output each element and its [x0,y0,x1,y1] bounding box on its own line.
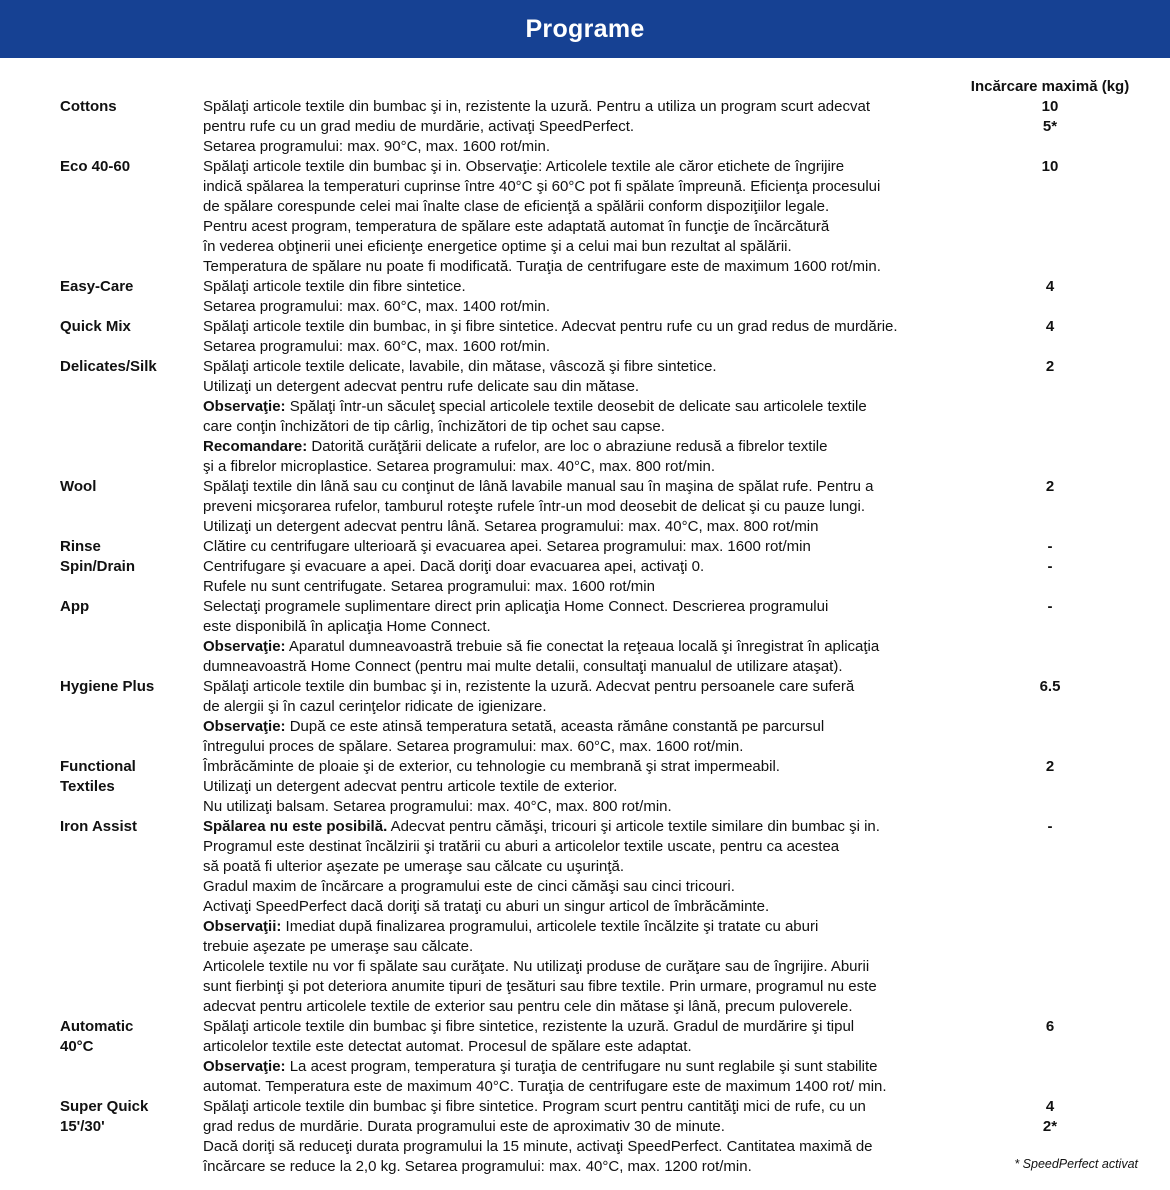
description-line [203,437,965,457]
description-line: dumneavoastră Home Connect (pentru mai multe detalii, consultaţi manualul de utilizare ataşat). [203,658,843,675]
program-description [203,817,965,1017]
program-name [60,477,203,537]
description-line: Spălaţi articole textile din bumbac şi in, rezistente la uzură. Pentru a utiliza un program scurt adecvat [203,98,871,115]
program-name [60,97,203,157]
program-row [60,157,1135,277]
program-row [60,1017,1135,1097]
max-load-value: 10 [1041,98,1059,115]
program-row [60,1097,1135,1177]
max-load-values [965,557,1135,597]
description-line: Articolele textile nu vor fi spălate sau curăţate. Nu utilizaţi produse de curăţare sau de îngrijire. Aburii [203,958,870,975]
program-name-line: Eco 40-60 [60,158,131,175]
description-bold-segment: Observaţie: [203,398,286,415]
program-name [60,677,203,757]
description-line: Selectaţi programele suplimentare direct prin aplicaţia Home Connect. Descrierea programului [203,598,829,615]
program-row [60,817,1135,1017]
max-load-values [965,817,1135,1017]
program-description [203,277,965,317]
program-name [60,537,203,557]
description-line: Setarea programului: max. 60°C, max. 1600 rot/min. [203,338,550,355]
description-segment: La acest program, temperatura şi turaţia de centrifugare nu sunt reglabile şi sunt stabilite [285,1058,878,1075]
description-segment: Spălaţi într-un săculeţ special articolele textile deosebit de delicate sau articolele textile [285,398,867,415]
description-segment: După ce este atinsă temperatura setată, aceasta rămâne constantă pe parcursul [285,718,825,735]
program-name-line: Rinse [60,538,101,555]
description-line: Setarea programului: max. 60°C, max. 1400 rot/min. [203,298,550,315]
program-name-line: 40°C [60,1038,94,1055]
program-row [60,537,1135,557]
description-line [203,1057,965,1077]
program-name-line: Automatic [60,1018,134,1035]
description-line: de spălare corespunde celei mai înalte clase de eficienţă a spălării conform dispoziţiilor legale. [203,198,830,215]
description-segment: Aparatul dumneavoastră trebuie să fie conectat la reţeaua locală şi înregistrat în aplicaţia [285,638,880,655]
program-description [203,597,965,677]
description-line: preveni micşorarea rufelor, tamburul roteşte rufele într-un mod deosebit de delicat şi cu pauze lungi. [203,498,866,515]
description-line: întregului proces de spălare. Setarea programului: max. 60°C, max. 1600 rot/min. [203,738,744,755]
max-load-values [965,477,1135,537]
program-description [203,557,965,597]
program-description [203,97,965,157]
speedperfect-footnote: * SpeedPerfect activat [1014,1157,1138,1171]
max-load-value: 5* [1042,118,1058,135]
description-line: să poată fi ulterior aşezate pe umeraşe sau călcate cu uşurinţă. [203,858,625,875]
program-name-line: Wool [60,478,97,495]
program-row [60,97,1135,157]
program-name [60,557,203,597]
description-bold-segment: Observaţie: [203,638,286,655]
load-column-header: Incărcare maximă (kg) [970,78,1130,95]
program-row [60,477,1135,537]
program-description [203,1017,965,1097]
max-load-values [965,597,1135,677]
program-name [60,1097,203,1177]
description-line: pentru rufe cu un grad mediu de murdărie, activaţi SpeedPerfect. [203,118,635,135]
max-load-value: 6.5 [1039,678,1061,695]
description-line: Spălaţi articole textile din bumbac şi fibre sintetice. Program scurt pentru cantităţi mici de rufe, cu un [203,1098,866,1115]
program-description [203,157,965,277]
description-line: încărcare se reduce la 2,0 kg. Setarea programului: max. 40°C, max. 1200 rot/min. [203,1158,752,1175]
description-line: Utilizaţi un detergent adecvat pentru lână. Setarea programului: max. 40°C, max. 800 rot/min [203,518,819,535]
description-bold-segment: Spălarea nu este posibilă. [203,818,388,835]
description-line: Utilizaţi un detergent adecvat pentru rufe delicate sau din mătase. [203,378,640,395]
description-line: Spălaţi articole textile din fibre sintetice. [203,278,466,295]
max-load-value: 2 [1045,478,1055,495]
max-load-value: - [1047,818,1053,835]
max-load-values [965,537,1135,557]
program-description [203,1097,965,1177]
description-line: indică spălarea la temperaturi cuprinse între 40°C şi 60°C pot fi spălate împreună. Eficienţa procesului [203,178,881,195]
description-bold-segment: Observaţie: [203,1058,286,1075]
program-name [60,277,203,317]
description-line: Spălaţi articole textile din bumbac şi in, rezistente la uzură. Adecvat pentru persoanele care suferă [203,678,855,695]
program-description [203,537,965,557]
max-load-value: 2* [1042,1118,1058,1135]
program-name [60,757,203,817]
program-name-line: Super Quick [60,1098,149,1115]
description-line [203,917,965,937]
description-line: Gradul maxim de încărcare a programului este de cinci cămăşi sau cinci tricouri. [203,878,735,895]
program-name-line: Easy-Care [60,278,134,295]
description-line: Spălaţi articole textile din bumbac şi in. Observaţie: Articolele textile ale căror etichete de îngrijire [203,158,845,175]
description-line: Îmbrăcăminte de ploaie şi de exterior, cu tehnologie cu membrană şi strat impermeabil. [203,758,780,775]
program-name [60,1017,203,1097]
program-description [203,357,965,477]
program-name [60,597,203,677]
max-load-value: 4 [1045,278,1055,295]
description-segment: Adecvat pentru cămăşi, tricouri şi articole textile similare din bumbac şi in. [387,818,880,835]
program-name [60,817,203,1017]
max-load-values [965,97,1135,157]
program-name [60,157,203,277]
program-description [203,677,965,757]
description-line: care conţin închizători de tip cârlig, închizători de tip ochet sau capse. [203,418,665,435]
program-row [60,277,1135,317]
description-line: Spălaţi articole textile din bumbac, in şi fibre sintetice. Adecvat pentru rufe cu un grad redus de murdărie. [203,318,898,335]
description-line: sunt fierbinţi şi pot deteriora anumite tipuri de ţesături sau fibre textile. Prin urmare, programul nu este [203,978,877,995]
description-line: Centrifugare şi evacuare a apei. Dacă doriţi doar evacuarea apei, activaţi 0. [203,558,705,575]
description-line: Pentru acest program, temperatura de spălare este adaptată automat în funcţie de încărcătură [203,218,830,235]
max-load-values [965,157,1135,277]
description-line [203,397,965,417]
program-name [60,357,203,477]
table-header-row [60,77,1135,97]
description-line: de alergii şi în cazul cerinţelor ridicate de igienizare. [203,698,547,715]
program-description [203,757,965,817]
max-load-value: 4 [1045,318,1055,335]
program-name-line: Spin/Drain [60,558,136,575]
description-line [203,637,965,657]
max-load-value: - [1047,558,1053,575]
header-bar [0,0,1170,58]
max-load-value: 2 [1045,358,1055,375]
description-line: Spălaţi articole textile din bumbac şi fibre sintetice, rezistente la uzură. Gradul de murdărire şi tipul [203,1018,855,1035]
max-load-values [965,357,1135,477]
description-line: grad redus de murdărie. Durata programului este de aproximativ 30 de minute. [203,1118,725,1135]
max-load-values [965,757,1135,817]
description-line: în vederea obţinerii unei eficienţe energetice optime şi a celui mai bun rezultat al spălării. [203,238,792,255]
program-row [60,357,1135,477]
description-line: Activaţi SpeedPerfect dacă doriţi să trataţi cu aburi un singur articol de îmbrăcăminte. [203,898,770,915]
program-row [60,317,1135,357]
description-line [203,717,965,737]
description-line: adecvat pentru articolele textile de exterior sau pentru cele din mătase şi lână, precum puloverele. [203,998,853,1015]
description-segment: Datorită curăţării delicate a rufelor, are loc o abraziune redusă a fibrelor textile [307,438,828,455]
max-load-values [965,317,1135,357]
description-line: articolelor textile este detectat automat. Procesul de spălare este adaptat. [203,1038,692,1055]
description-line: Dacă doriţi să reduceţi durata programului la 15 minute, activaţi SpeedPerfect. Cantitatea maximă de [203,1138,873,1155]
max-load-values [965,677,1135,757]
program-name-line: Hygiene Plus [60,678,155,695]
description-line: Spălaţi articole textile delicate, lavabile, din mătase, vâscoză şi fibre sintetice. [203,358,717,375]
description-segment: Imediat după finalizarea programului, articolele textile încălzite şi tratate cu aburi [281,918,819,935]
program-row [60,757,1135,817]
description-line: Temperatura de spălare nu poate fi modificată. Turaţia de centrifugare este de maximum 1600 rot/min. [203,258,881,275]
description-line: Setarea programului: max. 90°C, max. 1600 rot/min. [203,138,550,155]
max-load-value: - [1047,598,1053,615]
description-line: Spălaţi textile din lână sau cu conţinut de lână lavabile manual sau în maşina de spălat rufe. Pentru a [203,478,874,495]
max-load-value: 10 [1041,158,1059,175]
description-line [203,817,965,837]
description-line: Clătire cu centrifugare ulterioară şi evacuarea apei. Setarea programului: max. 1600 rot/min [203,538,811,555]
description-line: este disponibilă în aplicaţia Home Connect. [203,618,491,635]
description-bold-segment: Observaţie: [203,718,286,735]
program-table [0,58,1170,1177]
description-line: şi a fibrelor microplastice. Setarea programului: max. 40°C, max. 800 rot/min. [203,458,716,475]
program-row [60,677,1135,757]
program-name-line: Textiles [60,778,115,795]
description-line: Nu utilizaţi balsam. Setarea programului: max. 40°C, max. 800 rot/min. [203,798,672,815]
program-row [60,597,1135,677]
max-load-value: 2 [1045,758,1055,775]
program-name-line: Functional [60,758,136,775]
program-name-line: 15'/30' [60,1118,105,1135]
max-load-value: 4 [1045,1098,1055,1115]
description-line: automat. Temperatura este de maximum 40°C. Turaţia de centrifugare este de maximum 1400 rot/ min. [203,1078,887,1095]
description-bold-segment: Recomandare: [203,438,308,455]
max-load-values [965,277,1135,317]
program-row [60,557,1135,597]
program-description [203,477,965,537]
description-bold-segment: Observaţii: [203,918,282,935]
program-name-line: Cottons [60,98,117,115]
program-name-line: Delicates/Silk [60,358,157,375]
page-title: Programe [525,14,645,43]
program-name-line: App [60,598,90,615]
program-description [203,317,965,357]
program-name-line: Iron Assist [60,818,137,835]
description-line: Utilizaţi un detergent adecvat pentru articole textile de exterior. [203,778,618,795]
program-name-line: Quick Mix [60,318,131,335]
max-load-value: 6 [1045,1018,1055,1035]
program-name [60,317,203,357]
max-load-value: - [1047,538,1053,555]
max-load-values [965,1017,1135,1097]
description-line: Programul este destinat încălzirii şi tratării cu aburi a articolelor textile uscate, pentru ca acestea [203,838,840,855]
description-line: Rufele nu sunt centrifugate. Setarea programului: max. 1600 rot/min [203,578,655,595]
description-line: trebuie aşezate pe umeraşe sau călcate. [203,938,474,955]
